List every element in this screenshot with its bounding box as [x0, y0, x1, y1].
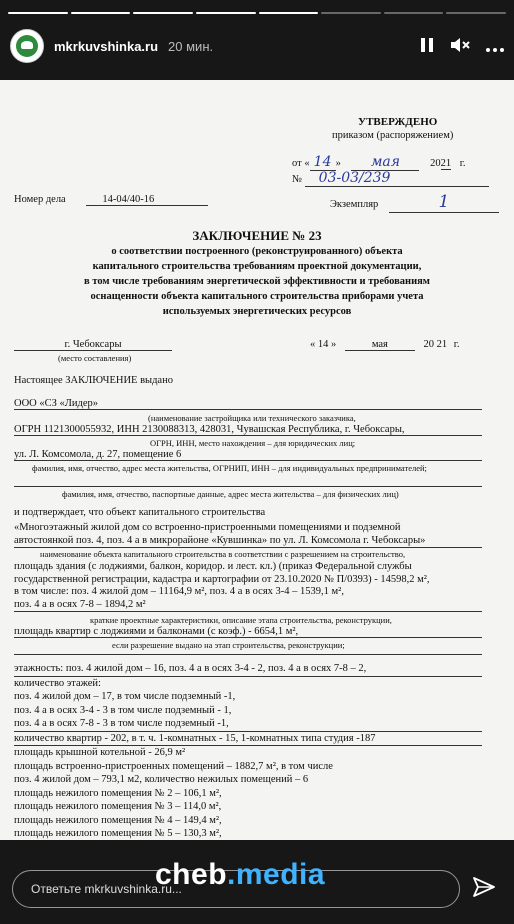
- blank-line: [14, 652, 482, 655]
- apartments-area: площадь квартир с лоджиями и балконами (с коэф.) - 6654,1 м²,: [14, 626, 482, 638]
- story-progress-bar: [8, 12, 506, 14]
- case-number: Номер дела 14-04/40-16: [14, 194, 208, 206]
- logo-icon: [16, 35, 38, 57]
- watermark-logo: cheb.media: [155, 858, 326, 891]
- document-title: ЗАКЛЮЧЕНИЕ № 23: [192, 228, 322, 243]
- progress-segment: [196, 12, 256, 14]
- approval-date: от « 14 » мая 2021 г.: [292, 154, 466, 170]
- fio-caption-person: фамилия, имя, отчество, паспортные данные, адрес места жительства – для физических лиц): [62, 489, 399, 499]
- short-characteristics-caption: краткие проектные характеристики, описание этапа строительства, реконструкции,: [90, 615, 392, 625]
- confirm-line: и подтверждает, что объект капитального строительства: [14, 507, 266, 518]
- send-icon[interactable]: [472, 876, 496, 904]
- progress-segment: [259, 12, 319, 14]
- fio-caption-entrepreneur: фамилия, имя, отчество, адрес места жительства, ОГРНИП, ИНН – для индивидуальных предпринимателей;: [32, 463, 427, 473]
- progress-segment: [8, 12, 68, 14]
- issue-date: « 14 » мая 20 21 г.: [310, 339, 460, 350]
- address-line: ул. Л. Комсомола, д. 27, помещение 6: [14, 449, 482, 461]
- copy-number: Экземпляр 1: [330, 192, 499, 213]
- reply-placeholder: Ответьте mkrkuvshinka.ru...: [31, 882, 182, 896]
- object-caption: наименование объекта капитального строительства в соответствии с разрешением на строительство,: [40, 549, 406, 559]
- progress-segment: [446, 12, 506, 14]
- avatar[interactable]: [10, 29, 44, 63]
- progress-segment: [321, 12, 381, 14]
- company-name: ООО «СЗ «Лидер»: [14, 398, 482, 410]
- approval-number: № 03-03/239: [292, 170, 489, 187]
- ogrn-caption: ОГРН, ИНН, место нахождения – для юридических лиц;: [150, 438, 356, 448]
- story-header: [10, 28, 504, 64]
- progress-segment: [71, 12, 131, 14]
- pause-icon[interactable]: [420, 37, 434, 56]
- progress-segment: [133, 12, 193, 14]
- progress-segment: [384, 12, 444, 14]
- more-icon[interactable]: [486, 37, 504, 55]
- document-photo: [0, 80, 514, 840]
- username[interactable]: mkrkuvshinka.ru: [54, 38, 159, 54]
- building-area: площадь здания (с лоджиями, балкон, коридор. и лест. кл.) (приказ Федеральной службы государственной регистрации, кадастра и картографии от 23.10.2020 № П/0393) - 14598,2 м², в том числе: поз. 4 жилой дом – 11164,9 м², поз. 4 а в осях 3-4 – 1539,1 м², поз. 4 а в осях 7-8 – 1894,2 м²: [14, 561, 482, 612]
- building-details: этажность: поз. 4 жилой дом – 16, поз. 4 а в осях 3-4 - 2, поз. 4 а в осях 7-8 – 2, количество этажей: поз. 4 жилой дом – 17, в том числе подземный -1, поз. 4 а в осях 3-4 - 3 в том числе подземный - 1, поз. 4 а в осях 7-8 - 3 в том числе подземный -1, количество квартир - 202, в т. ч. 1-комнатных - 15, 1-комнатных типа студия -187 площадь крышной котельной - 26,9 м² площадь встроенно-пристроенных помещений – 1882,7 м², в том числе поз. 4 жилой дом – 793,1 м2, количество нежилых помещений – 6 площадь нежилого помещения № 2 – 106,1 м², площадь нежилого помещения № 3 – 114,0 м², площадь нежилого помещения № 4 – 149,4 м², площадь нежилого помещения № 5 – 130,3 м²,: [14, 662, 482, 841]
- issued-to-label: Настоящее ЗАКЛЮЧЕНИЕ выдано: [14, 375, 173, 386]
- stage-caption: если разрешение выдано на этап строительства, реконструкции;: [112, 640, 345, 650]
- blank-line: [14, 475, 482, 487]
- company-caption: (наименование застройщика или технического заказчика,: [148, 413, 356, 423]
- approved-heading: УТВЕРЖДЕНО: [358, 116, 438, 128]
- ogrn-line: ОГРН 1121300055932, ИНН 2130088313, 428031, Чувашская Республика, г. Чебоксары,: [14, 424, 482, 436]
- header-controls: [420, 36, 504, 57]
- mute-icon[interactable]: [450, 36, 470, 57]
- place-of-issue: г. Чебоксары: [14, 339, 172, 351]
- document-subtitle: о соответствии построенного (реконструированного) объекта капитального строительства требованиям проектной документации, в том числе требованиям энергетической эффективности и требованиям оснащенности объекта капитального строительства приборами учета используемых энергетических ресурсов: [84, 246, 430, 317]
- place-caption: (место составления): [58, 353, 132, 363]
- object-name: «Многоэтажный жилой дом со встроенно-пристроенными помещениями и подземной автостоянкой поз. 4, поз. 4 а в микрорайоне «Кувшинка» по ул. Л. Комсомола г. Чебоксары»: [14, 521, 482, 548]
- approved-by: приказом (распоряжением): [332, 130, 454, 141]
- post-time: 20 мин.: [168, 38, 214, 54]
